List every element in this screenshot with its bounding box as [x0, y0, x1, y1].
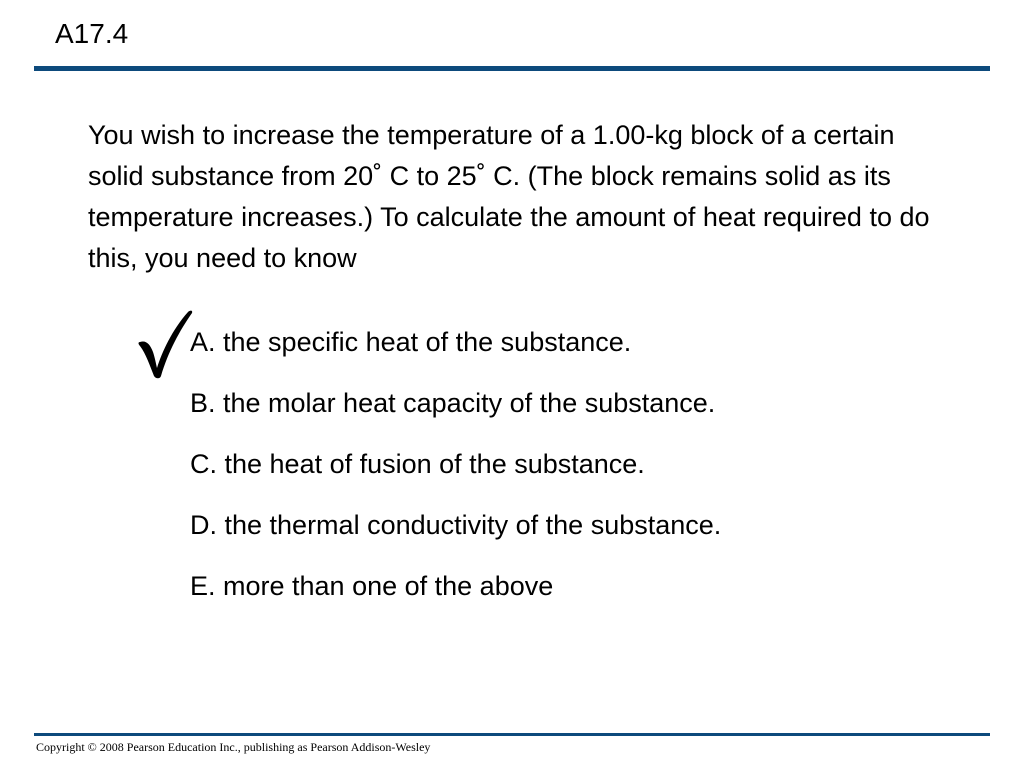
title-divider [34, 66, 990, 71]
footer-divider [34, 733, 990, 736]
answer-options [190, 322, 790, 606]
option-d: D. the thermal conductivity of the substance. [190, 510, 722, 540]
slide-title: A17.4 [55, 18, 129, 49]
checkmark-icon [138, 308, 196, 380]
option-c: C. the heat of fusion of the substance. [190, 449, 645, 479]
option-e: E. more than one of the above [190, 571, 554, 601]
option-b: B. the molar heat capacity of the substance. [190, 388, 716, 418]
question-text: You wish to increase the temperature of a 1.00-kg block of a certain solid substance from 20˚ C to 25˚ C. (The block remains solid as its temperature increases.) To calculate the amount of heat required to do this, you need to know [88, 120, 930, 273]
option-a: A. the specific heat of the substance. [190, 327, 632, 357]
copyright-notice: Copyright © 2008 Pearson Education Inc., publishing as Pearson Addison-Wesley [36, 740, 431, 754]
